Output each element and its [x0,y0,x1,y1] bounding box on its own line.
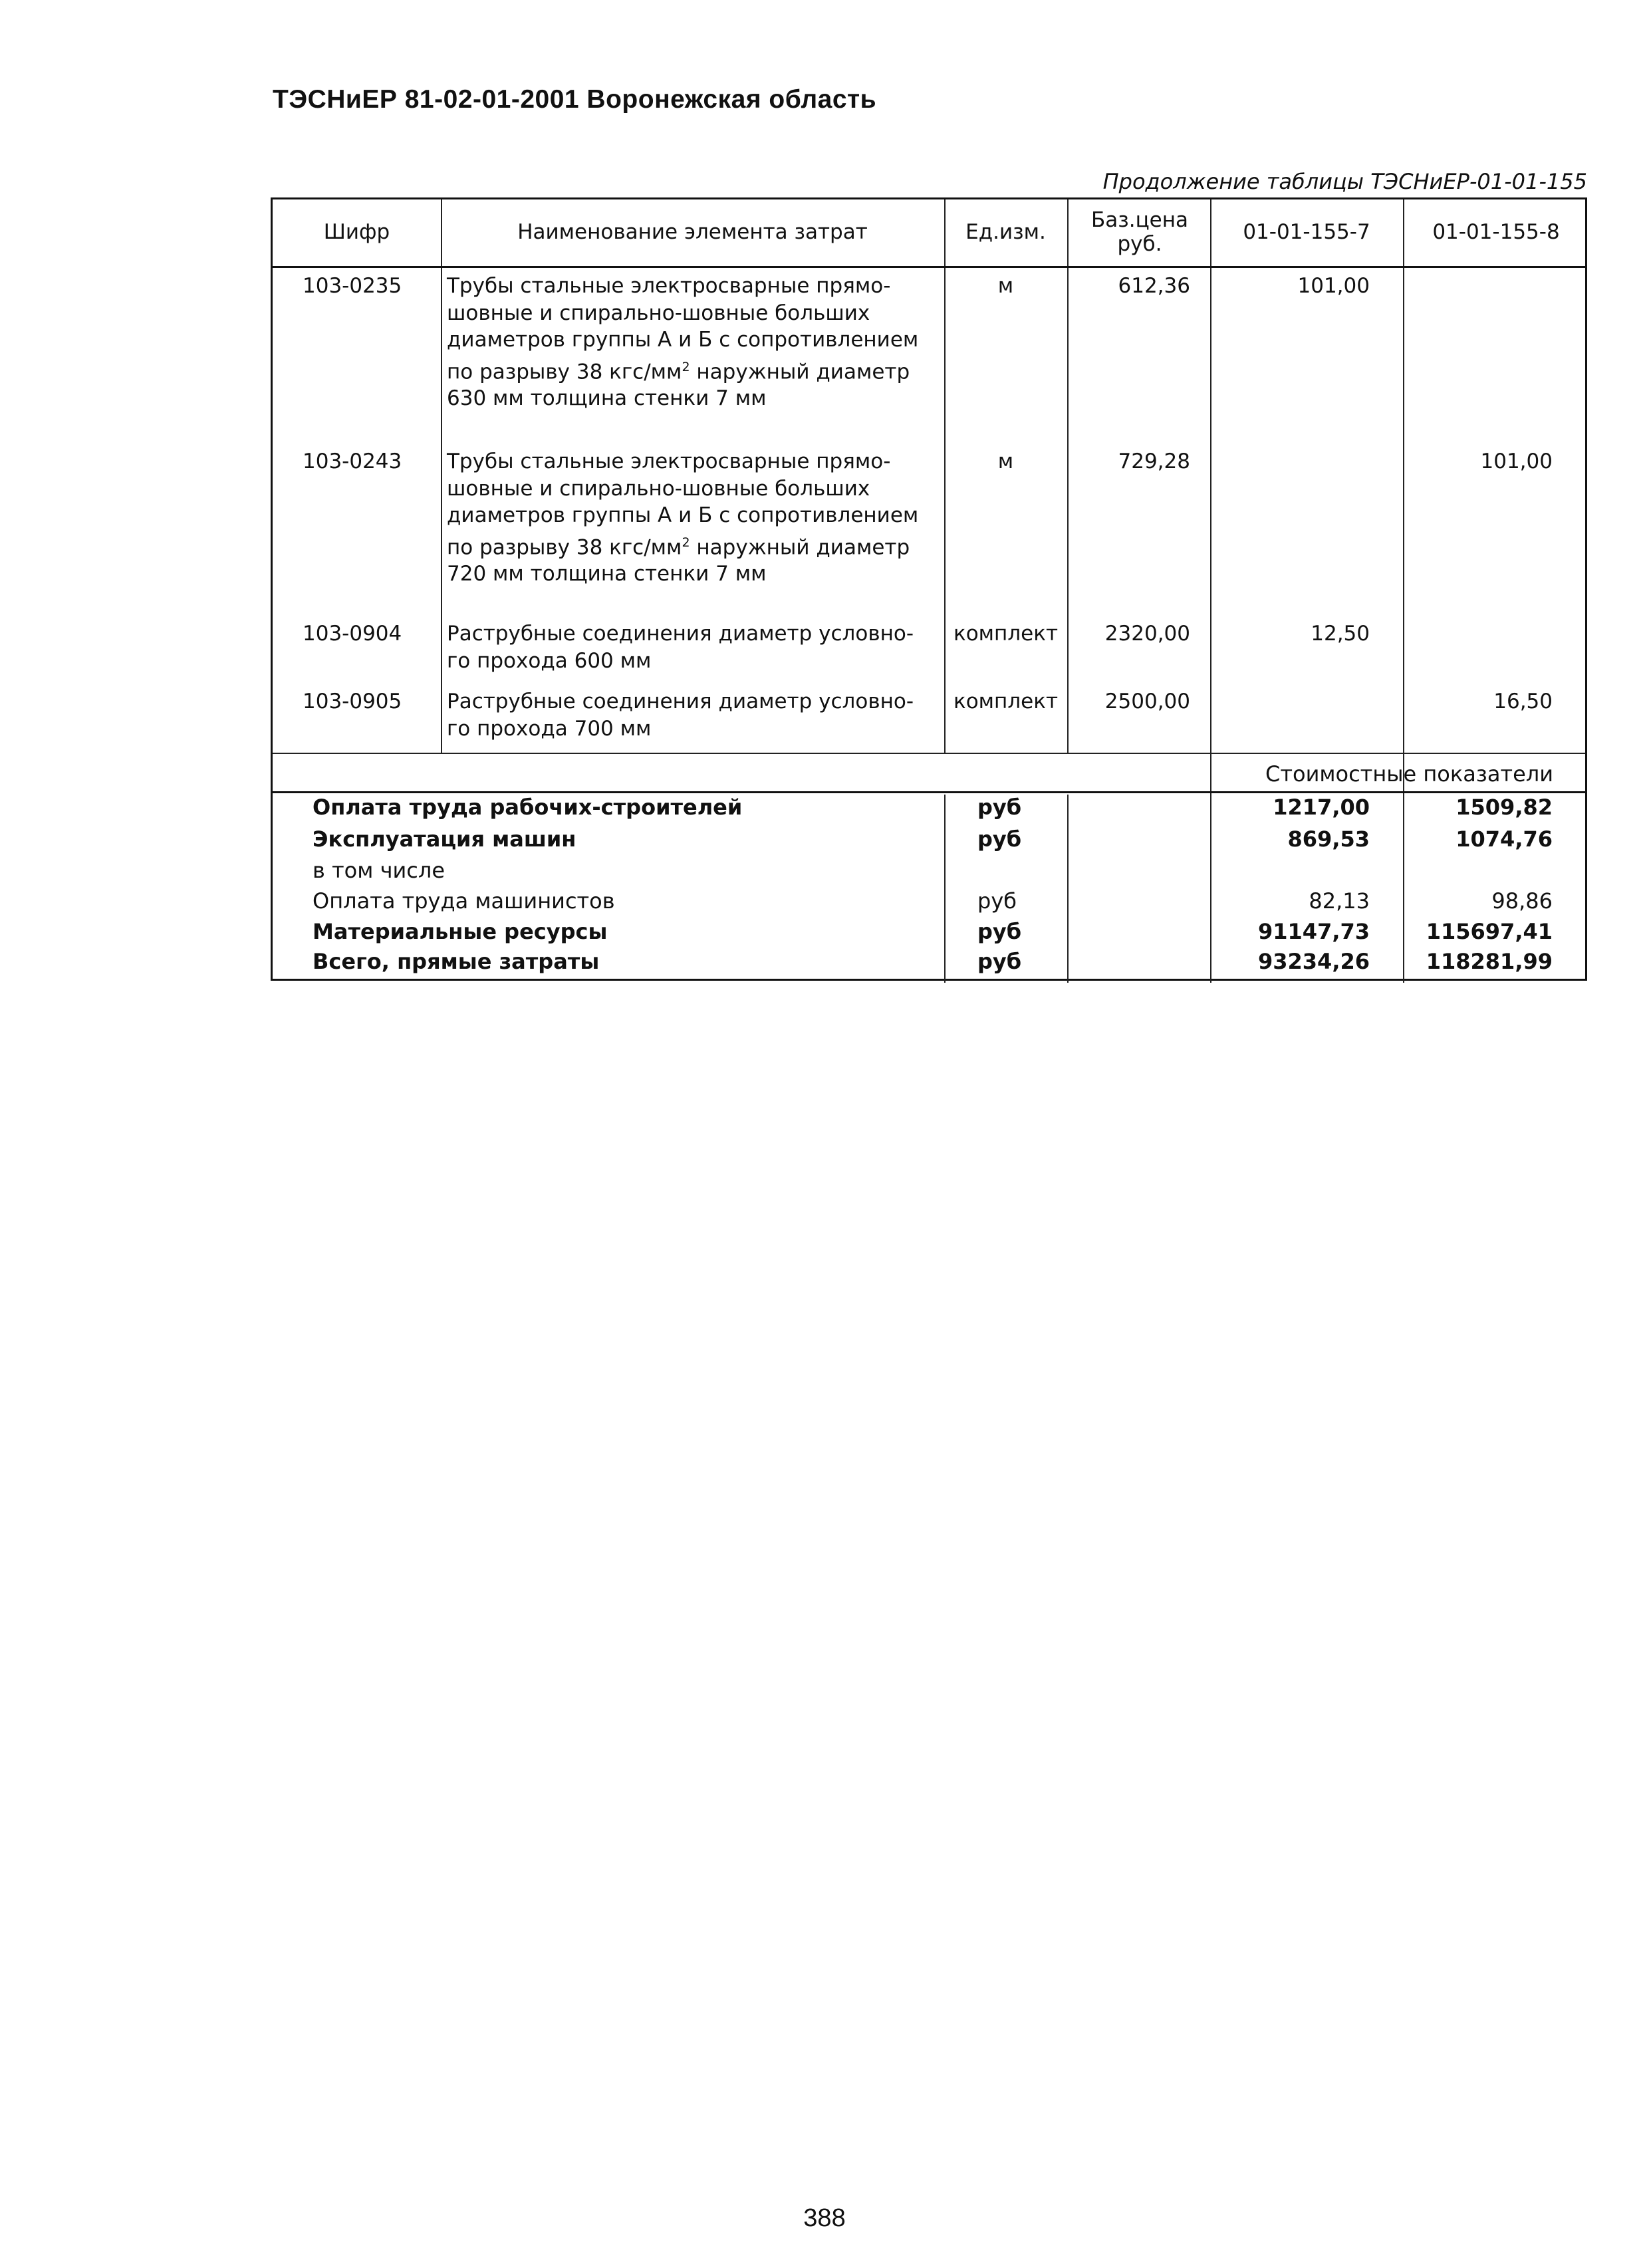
row-name: Раструбные соединения диаметр условно- го прохода 700 мм [447,690,914,741]
page-number: 388 [803,2204,846,2232]
document-title: ТЭСНиЕР 81-02-01-2001 Воронежская область [273,85,877,114]
summary-value-c8: 98,86 [1491,888,1553,914]
row-unit: комплект [953,622,1058,646]
summary-label: в том числе [313,858,445,883]
row-value-c8: 16,50 [1493,690,1553,713]
resource-table [271,197,1587,981]
row-code: 103-0905 [303,690,402,713]
summary-unit: руб [977,795,1022,820]
row-value-c7: 12,50 [1311,622,1370,646]
cost-section-line [273,791,1585,793]
row-price: 2500,00 [1104,690,1190,713]
summary-value-c7: 93234,26 [1257,949,1370,974]
summary-label: Оплата труда машинистов [313,888,615,914]
row-value-c7: 101,00 [1297,274,1370,298]
column-divider [944,795,946,983]
row-price: 2320,00 [1104,622,1190,646]
row-price: 612,36 [1118,274,1190,298]
section-divider-line [273,753,1585,754]
row-name: Трубы стальные электросварные прямо- шовные и спирально-шовные больших диаметров группы А и Б с сопротивлением по разрыву 38 кгс/$мм^2$ наружный диаметр 720 мм толщина стенки 7 мм [447,449,919,586]
row-unit: м [997,274,1014,298]
row-unit: м [997,449,1014,473]
summary-label: Материальные ресурсы [313,919,608,944]
column-divider [1067,795,1069,983]
row-code: 103-0904 [303,622,402,646]
row-name: Раструбные соединения диаметр условно- го прохода 600 мм [447,622,914,673]
column-header-01-01-155-8: 01-01-155-8 [1432,220,1560,245]
row-unit: комплект [953,690,1058,713]
column-divider [1067,199,1069,753]
row-name: Трубы стальные электросварные прямо- шовные и спирально-шовные больших диаметров группы А и Б с сопротивлением по разрыву 38 кгс/$мм^2$ наружный диаметр 630 мм толщина стенки 7 мм [447,274,919,411]
column-divider [441,199,442,753]
header-bottom-line [273,266,1585,268]
summary-unit: руб [977,919,1022,944]
column-header-01-01-155-7: 01-01-155-7 [1243,220,1370,245]
summary-value-c7: 869,53 [1287,826,1370,852]
column-header-name: Наименование элемента затрат [517,220,868,245]
row-code: 103-0235 [303,274,402,298]
cost-section-caption: Стоимостные показатели [1265,761,1553,787]
summary-label: Всего, прямые затраты [313,949,600,974]
summary-value-c7: 91147,73 [1257,919,1370,944]
summary-label: Эксплуатация машин [313,826,576,852]
row-price: 729,28 [1118,449,1190,473]
summary-value-c8: 1509,82 [1456,795,1553,820]
summary-value-c8: 115697,41 [1426,919,1553,944]
summary-unit: руб [977,888,1017,914]
row-value-c8: 101,00 [1480,449,1553,473]
column-header-price: Баз.цена руб. [1090,208,1189,256]
row-code: 103-0243 [303,449,402,473]
summary-value-c8: 1074,76 [1456,826,1553,852]
summary-value-c7: 1217,00 [1273,795,1370,820]
summary-label: Оплата труда рабочих-строителей [313,795,743,820]
summary-value-c8: 118281,99 [1426,949,1553,974]
summary-unit: руб [977,826,1022,852]
column-header-code: Шифр [323,220,390,245]
summary-value-c7: 82,13 [1309,888,1370,914]
table-continuation-caption: Продолжение таблицы ТЭСНиЕР-01-01-155 [1102,169,1587,194]
summary-unit: руб [977,949,1022,974]
column-header-unit: Ед.изм. [965,220,1046,245]
